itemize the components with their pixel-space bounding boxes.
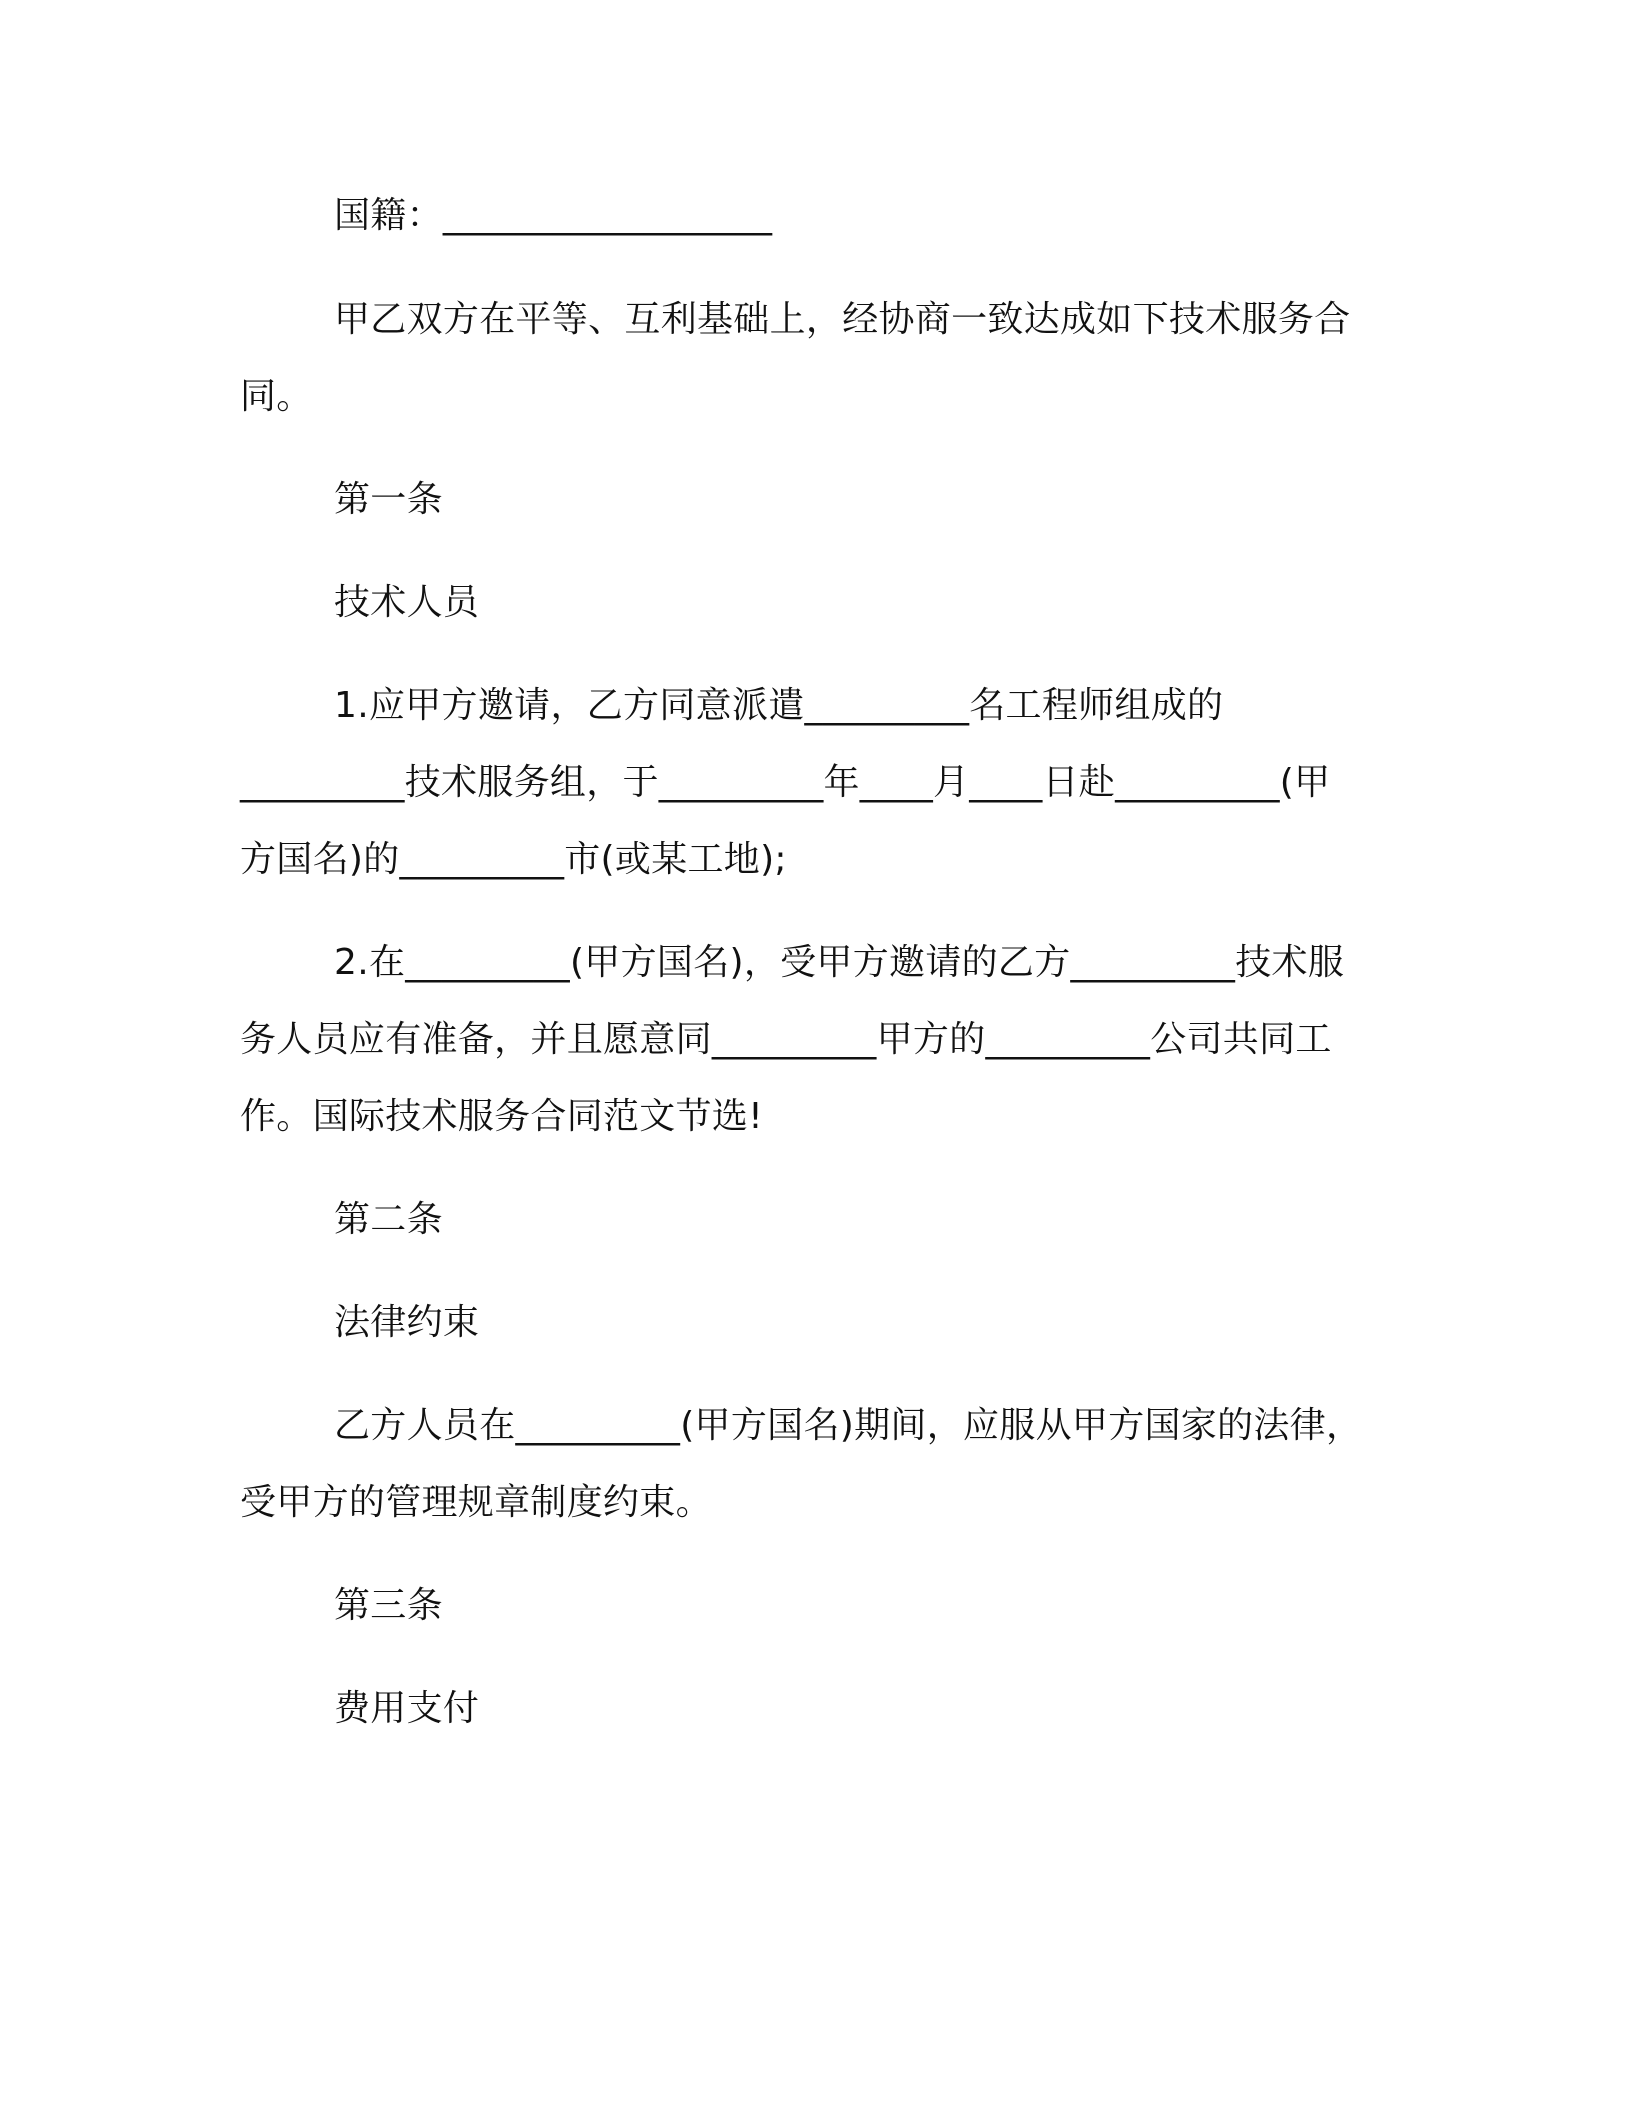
article-2-text-line-2: 受甲方的管理规章制度约束。 xyxy=(240,1482,712,1523)
article-3-title: 费用支付 xyxy=(334,1688,480,1729)
article-2-text-line-1: 乙方人员在_________(甲方国名)期间，应服从甲方国家的法律， xyxy=(334,1405,1363,1446)
article-3-number: 第三条 xyxy=(334,1585,443,1626)
article-1-clause-1-line-2: _________技术服务组，于_________年____月____日赴_________(甲 xyxy=(240,762,1331,803)
article-1-clause-2-line-3: 作。国际技术服务合同范文节选! xyxy=(240,1096,763,1137)
article-1-clause-2-line-1: 2.在_________(甲方国名)，受甲方邀请的乙方_________技术服 xyxy=(334,942,1345,983)
article-1-clause-1-line-1: 1.应甲方邀请，乙方同意派遣_________名工程师组成的 xyxy=(334,685,1224,726)
intro-paragraph-line-2: 同。 xyxy=(240,376,313,417)
article-2-title: 法律约束 xyxy=(334,1302,480,1343)
article-2-number: 第二条 xyxy=(334,1199,443,1240)
article-1-number: 第一条 xyxy=(334,479,443,520)
article-1-title: 技术人员 xyxy=(334,582,480,623)
nationality-field: 国籍：__________________ xyxy=(334,195,773,236)
intro-paragraph-line-1: 甲乙双方在平等、互利基础上，经协商一致达成如下技术服务合 xyxy=(334,299,1351,340)
article-1-clause-2-line-2: 务人员应有准备，并且愿意同_________甲方的_________公司共同工 xyxy=(240,1019,1332,1060)
article-1-clause-1-line-3: 方国名)的_________市(或某工地); xyxy=(240,839,787,880)
